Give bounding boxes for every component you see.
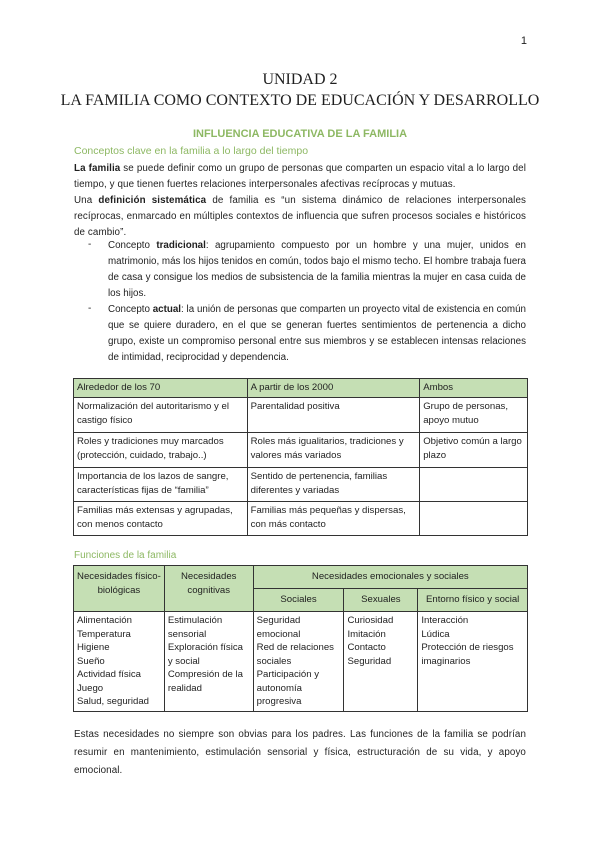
subsection-functions: Funciones de la familia xyxy=(74,550,177,561)
cognitive-needs-cell xyxy=(164,612,253,712)
page-title: LA FAMILIA COMO CONTEXTO DE EDUCACIÓN Y DESARROLLO xyxy=(60,92,540,109)
list-item: Interacción xyxy=(421,615,469,626)
social-needs-cell xyxy=(253,612,344,712)
sexual-needs-cell xyxy=(344,612,418,712)
header-environment: Entorno físico y social xyxy=(418,589,528,612)
physical-needs-cell xyxy=(74,612,165,712)
table-cell: Roles y tradiciones muy marcados (protección, cuidado, trabajo..) xyxy=(74,433,248,468)
table-cell xyxy=(420,502,528,536)
table-cell: Objetivo común a largo plazo xyxy=(420,433,528,468)
bullet-dash: - xyxy=(88,239,92,250)
table-row xyxy=(74,398,528,433)
environment-needs-cell xyxy=(418,612,528,712)
list-item: Compresión de la realidad xyxy=(167,669,244,694)
bullet-current-concept: Concepto actual: la unión de personas que comparten un proyecto vital de existencia en común que se quiere duradero, en el que se generan fuertes sentimientos de pertenencia a dicho grupo, existe un compromiso personal entre sus miembros y se establecen intensas relaciones de intimidad, reciprocidad y dependencia. xyxy=(108,304,526,363)
paragraph-family-definition: La familia se puede definir como un grupo de personas que comparten un espacio vital a lo largo del tiempo, y que tienen fuertes relaciones interpersonales afectivas recíprocas y mutuas. xyxy=(74,163,526,190)
list-item: Exploración física y social xyxy=(167,642,243,667)
table-row xyxy=(74,433,528,468)
list-item: Lúdica xyxy=(421,628,450,640)
list-item: Temperatura xyxy=(77,628,131,640)
table-cell: Familias más pequeñas y dispersas, con más contacto xyxy=(247,502,420,536)
comparison-table xyxy=(73,378,528,536)
list-item: Sueño xyxy=(77,655,105,667)
list-item: Curiosidad xyxy=(347,615,394,626)
list-item: Salud, seguridad xyxy=(77,696,150,707)
table-cell: Grupo de personas, apoyo mutuo xyxy=(420,398,528,433)
list-item: Higiene xyxy=(77,642,110,653)
closing-paragraph: Estas necesidades no siempre son obvias para los padres. Las funciones de la familia se podrían resumir en mantenimiento, estimulación sensorial y física, estructuración de su vida, y apoyo emocional. xyxy=(74,729,526,776)
list-item: Juego xyxy=(77,682,104,694)
table-cell: Roles más igualitarios, tradiciones y valores más variados xyxy=(247,433,420,468)
table-header-cell: Alrededor de los 70 xyxy=(74,379,248,398)
term-actual: actual xyxy=(152,304,182,315)
table-row xyxy=(74,468,528,502)
list-item: Contacto xyxy=(347,642,386,653)
bullet-dash: - xyxy=(88,303,92,314)
table-cell: Parentalidad positiva xyxy=(247,398,420,433)
list-item: Alimentación xyxy=(77,615,132,626)
list-item: Participación y autonomía progresiva xyxy=(256,669,320,707)
list-item: Estimulación sensorial xyxy=(167,615,223,640)
paragraph-systematic-definition: Una definición sistemática de familia es “un sistema dinámico de relaciones interpersonales recíprocas, enmarcado en múltiples contextos de influencia que sufren procesos sociales e históricos de cambio”. xyxy=(74,195,526,238)
table-cell: Normalización del autoritarismo y el castigo físico xyxy=(74,398,248,433)
table-row xyxy=(74,502,528,536)
header-emotional-social-needs: Necesidades emocionales y sociales xyxy=(253,566,527,589)
header-cognitive-needs: Necesidades cognitivas xyxy=(164,566,253,612)
list-item: Seguridad emocional xyxy=(256,615,301,640)
bullet-traditional-concept: Concepto tradicional: agrupamiento compuesto por un hombre y una mujer, unidos en matrimonio, más los hijos tenidos en común, todos bajo el mismo techo. El hombre trabaja fuera de casa y consigue los medios de subsistencia de la familia mientras la mujer en casa cuida de los hijos. xyxy=(108,240,526,299)
table-cell: Familias más extensas y agrupadas, con menos contacto xyxy=(74,502,248,536)
subsection-concepts: Conceptos clave en la familia a lo largo del tiempo xyxy=(74,145,309,157)
table-cell: Sentido de pertenencia, familias diferentes y variadas xyxy=(247,468,420,502)
list-item: Red de relaciones sociales xyxy=(256,642,334,667)
header-sexual: Sexuales xyxy=(344,589,418,612)
term-tradicional: tradicional xyxy=(156,240,206,251)
list-item: Imitación xyxy=(347,628,386,640)
term-definicion-sistematica: definición sistemática xyxy=(98,195,207,206)
table-header-cell: A partir de los 2000 xyxy=(247,379,420,398)
header-physical-needs: Necesidades físico-biológicas xyxy=(74,566,165,612)
table-cell xyxy=(420,468,528,502)
term-familia: La familia xyxy=(74,163,121,174)
list-item: Seguridad xyxy=(347,655,392,667)
section-title: INFLUENCIA EDUCATIVA DE LA FAMILIA xyxy=(192,128,408,140)
table-header-row xyxy=(74,566,528,589)
table-row xyxy=(74,612,528,712)
list-item: Protección de riesgos imaginarios xyxy=(421,642,514,667)
header-social: Sociales xyxy=(253,589,344,612)
table-header-cell: Ambos xyxy=(420,379,528,398)
table-header-row xyxy=(74,379,528,398)
list-item: Actividad física xyxy=(77,669,141,680)
table-cell: Importancia de los lazos de sangre, características fijas de “familia” xyxy=(74,468,248,502)
page-number: 1 xyxy=(520,35,527,47)
unit-heading: UNIDAD 2 xyxy=(262,71,338,88)
functions-table xyxy=(73,565,528,712)
